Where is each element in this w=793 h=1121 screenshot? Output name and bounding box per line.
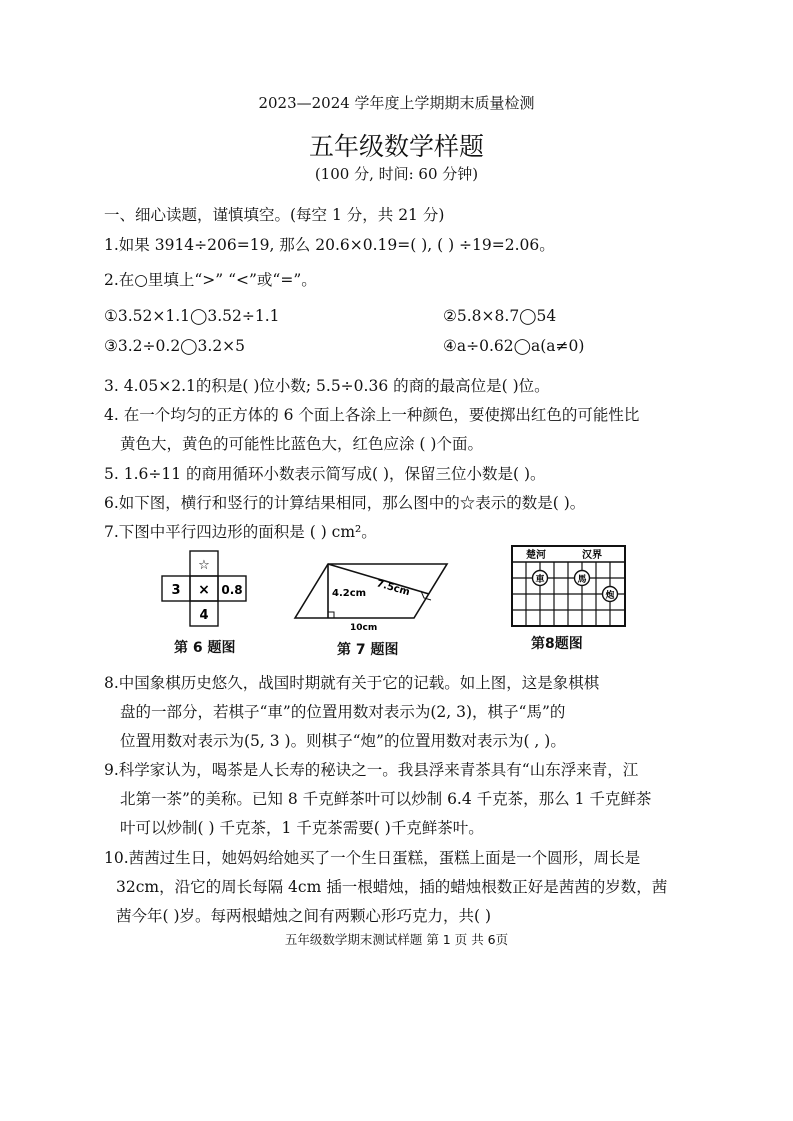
question-6: 6.如下图，横行和竖行的计算结果相同，那么图中的☆表示的数是( )。 bbox=[104, 494, 586, 512]
exam-title: 2023—2024 学年度上学期期末质量检测 bbox=[258, 94, 535, 112]
question-8-line1: 8.中国象棋历史悠久，战国时期就有关于它的记载。如上图，这是象棋棋 bbox=[104, 674, 600, 692]
fig8-piece-pao: 炮 bbox=[605, 591, 615, 601]
fig7-height: 4.2cm bbox=[332, 588, 367, 599]
fig6-center: × bbox=[198, 582, 210, 598]
question-4-line2: 黄色大，黄色的可能性比蓝色大，红色应涂 ( )个面。 bbox=[120, 435, 483, 453]
fig8-piece-ma-group bbox=[575, 571, 590, 586]
figure-8-chessboard bbox=[510, 544, 628, 628]
figure-7-parallelogram bbox=[290, 560, 450, 632]
figure-6-grid bbox=[160, 550, 250, 628]
question-2d: ④a÷0.62◯a(a≠0) bbox=[443, 337, 585, 355]
fig8-river-left: 楚河 bbox=[526, 550, 546, 561]
question-5: 5. 1.6÷11 的商用循环小数表示简写成( )，保留三位小数是( )。 bbox=[104, 465, 546, 483]
question-3: 3. 4.05×2.1的积是( )位小数; 5.5÷0.36 的商的最高位是( )位。 bbox=[104, 377, 550, 395]
exam-meta: (100 分, 时间: 60 分钟) bbox=[314, 165, 479, 183]
question-1: 1.如果 3914÷206=19, 那么 20.6×0.19=( ), ( ) ÷19=2.06。 bbox=[104, 236, 555, 254]
fig8-piece-pao-group bbox=[603, 587, 618, 602]
figure-6-caption: 第 6 题图 bbox=[174, 640, 236, 656]
question-2b: ②5.8×8.7◯54 bbox=[443, 307, 557, 325]
question-10-line1: 10.茜茜过生日，她妈妈给她买了一个生日蛋糕，蛋糕上面是一个圆形，周长是 bbox=[104, 849, 641, 867]
question-9-line3: 叶可以炒制( ) 千克茶，1 千克茶需要( )千克鲜茶叶。 bbox=[120, 819, 484, 837]
fig8-piece-ma: 馬 bbox=[577, 575, 587, 585]
subject-title: 五年级数学样题 bbox=[308, 132, 484, 161]
question-9-line2: 北第一茶”的美称。已知 8 千克鲜茶叶可以炒制 6.4 千克茶，那么 1 千克鲜茶 bbox=[120, 790, 652, 808]
question-2c: ③3.2÷0.2◯3.2×5 bbox=[104, 337, 246, 355]
question-7: 7.下图中平行四边形的面积是 ( ) cm²。 bbox=[104, 523, 377, 541]
question-4-line1: 4. 在一个均匀的正方体的 6 个面上各涂上一种颜色，要使掷出红色的可能性比 bbox=[104, 406, 640, 424]
fig8-piece-che-group bbox=[533, 571, 548, 586]
fig6-star: ☆ bbox=[198, 558, 210, 573]
fig8-piece-che: 車 bbox=[535, 575, 545, 585]
fig6-bottom: 4 bbox=[199, 608, 209, 623]
page-footer: 五年级数学期末测试样题 第 1 页 共 6页 bbox=[284, 932, 509, 947]
question-9-line1: 9.科学家认为，喝茶是人长寿的秘诀之一。我县浮来青茶具有“山东浮来青，江 bbox=[104, 761, 639, 779]
question-2: 2.在○里填上“>” “<”或“=”。 bbox=[104, 271, 317, 289]
figure-7-caption: 第 7 题图 bbox=[337, 642, 399, 658]
question-10-line2: 32cm，沿它的周长每隔 4cm 插一根蜡烛，插的蜡烛根数正好是茜茜的岁数，茜 bbox=[116, 878, 668, 896]
fig6-right: 0.8 bbox=[221, 583, 243, 597]
fig8-river-right: 汉界 bbox=[582, 550, 602, 561]
fig7-base: 10cm bbox=[350, 623, 378, 632]
question-8-line3: 位置用数对表示为(5, 3 )。则棋子“炮”的位置用数对表示为( , )。 bbox=[120, 732, 566, 750]
question-8-line2: 盘的一部分，若棋子“車”的位置用数对表示为(2, 3)，棋子“馬”的 bbox=[120, 703, 566, 721]
section-heading: 一、细心读题，谨慎填空。(每空 1 分，共 21 分) bbox=[104, 206, 445, 224]
figure-8-caption: 第8题图 bbox=[531, 636, 583, 652]
question-10-line3: 茜今年( )岁。每两根蜡烛之间有两颗心形巧克力，共( ) bbox=[116, 907, 492, 925]
fig7-slant: 7.5cm bbox=[375, 578, 411, 599]
fig6-left: 3 bbox=[171, 583, 181, 598]
question-2a: ①3.52×1.1◯3.52÷1.1 bbox=[104, 307, 280, 325]
